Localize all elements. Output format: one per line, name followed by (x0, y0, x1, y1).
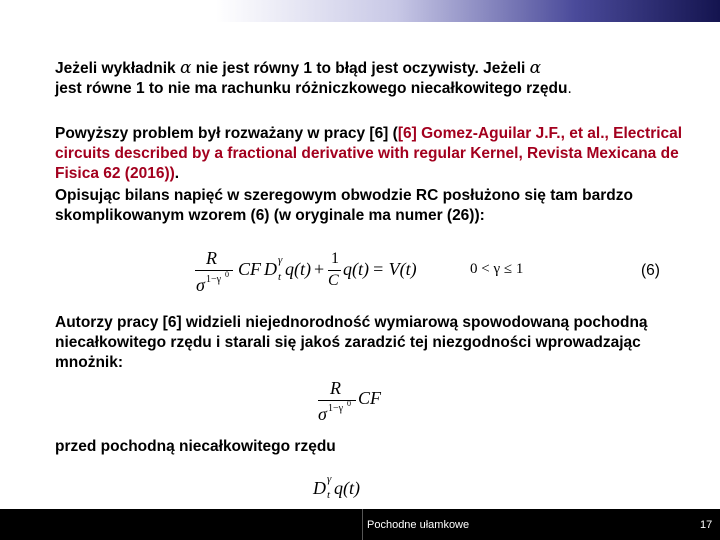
mult-numerator-R: R (330, 378, 341, 398)
deriv-q-of-t: q(t) (334, 478, 360, 498)
eq-equals-V: = V(t) (372, 259, 417, 279)
eq-den-exponent: 1−γ (206, 274, 222, 285)
paragraph-rc-circuit: Opisując bilans napięć w szeregowym obwodzie RC posłużono się tam bardzo skomplikowanym wzorem (6) (w oryginale ma numer (26)): (55, 187, 633, 224)
paragraph-alpha (55, 58, 705, 99)
alpha-symbol: α (529, 58, 542, 78)
eq-CF: CF (238, 259, 262, 279)
mult-denominator-sigma: σ (318, 404, 327, 424)
eq-den-exponent-sub: 0 (225, 270, 229, 279)
eq-D-sup: γ (278, 254, 283, 266)
footer-bar (0, 509, 720, 540)
text: . (174, 165, 180, 182)
eq-D: D (264, 259, 277, 279)
eq-frac-num: 1 (331, 250, 339, 267)
eq-frac-den: C (328, 272, 339, 289)
eq-q-of-t: q(t) (285, 259, 311, 279)
eq-condition: 0 < γ ≤ 1 (470, 261, 524, 277)
text: Jeżeli wykładnik (55, 60, 180, 77)
footer-separator (362, 509, 363, 540)
text: . (567, 80, 572, 97)
mult-den-exponent: 1−γ (328, 403, 344, 414)
paragraph-before-derivative: przed pochodną niecałkowitego rzędu (55, 438, 336, 455)
text: jest równe 1 to nie ma rachunku różniczkowego niecałkowitego rzędu (55, 80, 568, 97)
mult-den-exponent-sub: 0 (347, 399, 351, 408)
eq-D-sub: t (278, 271, 282, 283)
deriv-D: D (313, 478, 326, 498)
eq-plus: + (314, 259, 325, 279)
equation-number: (6) (641, 262, 660, 279)
paragraph-reference (55, 124, 705, 184)
header-gradient-bar (0, 0, 720, 22)
eq-q2: q(t) (343, 259, 369, 279)
paragraph-authors: Autorzy pracy [6] widzieli niejednorodność wymiarową spowodowaną pochodną niecałkowitego rzędu i starali się jakoś zaradzić tej niezgodności wprowadzając mnożnik: (55, 314, 648, 371)
eq-denominator-sigma: σ (196, 275, 205, 295)
text: Powyższy problem był rozważany w pracy [6] ( (55, 125, 398, 142)
reference-citation: [6] Gomez-Aguilar J.F., et al., Electrical circuits described by a fractional derivative with regular Kernel, Revista Mexicana de Fisica 62 (2016)) (55, 125, 683, 182)
fraction-line (328, 270, 341, 271)
footer-title: Pochodne ułamkowe (367, 519, 470, 531)
deriv-sub: t (327, 489, 331, 501)
deriv-sup: γ (327, 473, 332, 485)
alpha-symbol: α (179, 58, 192, 78)
mult-CF: CF (358, 388, 382, 408)
page-number: 17 (700, 519, 713, 531)
text: nie jest równy 1 to błąd jest oczywisty. Jeżeli (191, 60, 530, 77)
eq-numerator-R: R (206, 248, 217, 268)
